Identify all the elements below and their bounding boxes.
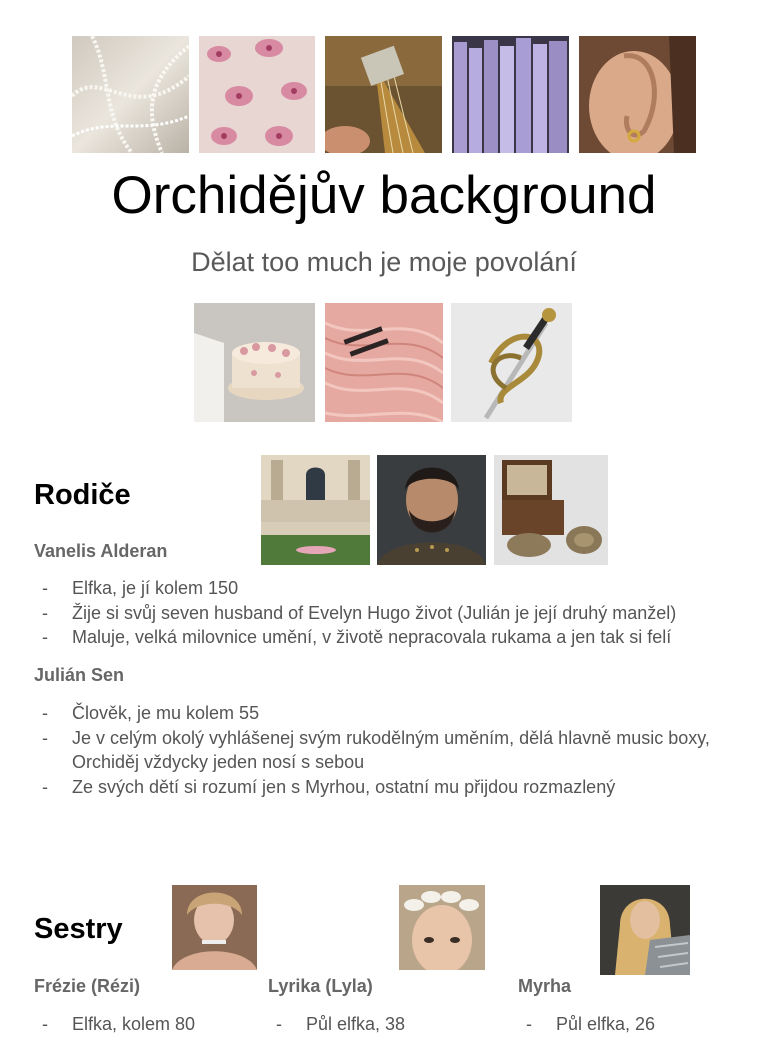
list-item: - Člověk, je mu kolem 55 [34,701,734,726]
sister-myrha-facts [518,1012,738,1037]
photo-bearded-man [377,455,486,565]
photo-sister-lyrika [399,885,485,970]
photo-pink-hair-clips [325,303,443,422]
photo-books [452,36,569,153]
father-name: Julián Sen [34,665,125,685]
photo-pearls [72,36,189,153]
list-item: - Půl elfka, 38 [268,1012,488,1037]
photo-lyre-painting [325,36,442,153]
mother-facts-list [34,576,734,650]
father-facts-list [34,701,734,799]
list-item: - Ze svých dětí si rozumí jen s Myrhou, ostatní mu přijdou rozmazlený [34,775,734,800]
list-item: - Žije si svůj seven husband of Evelyn Hugo život (Julián je její druhý manžel) [34,601,734,626]
list-item: - Maluje, velká milovnice umění, v životě nepracovala rukama a jen tak si felí [34,625,734,650]
list-item: - Je v celým okolý vyhlášenej svým rukodělným uměním, dělá hlavně music boxy, Orchiděj vždycky jeden nosí s sebou [34,726,734,775]
sister-lyrika-facts [268,1012,488,1037]
mother-name: Vanelis Alderan [34,541,168,561]
photo-mansion-lawn [261,455,370,565]
sister-frezie-name: Frézie (Rézi) [34,976,141,996]
photo-sister-frezie [172,885,257,970]
list-item: - Elfka, kolem 80 [34,1012,254,1037]
page-subtitle: Dělat too much je moje povolání [191,247,577,277]
photo-music-box [494,455,608,565]
sister-myrha-name: Myrha [518,976,572,996]
photo-cake [194,303,315,422]
page-title: Orchidějův background [111,166,657,225]
list-item: - Půl elfka, 26 [518,1012,738,1037]
sister-lyrika-name: Lyrika (Lyla) [268,976,373,996]
sisters-heading: Sestry [34,913,123,945]
photo-ear-earring [579,36,696,153]
photo-pink-orchids [199,36,315,153]
photo-rapier-hilt [451,303,572,422]
photo-sister-myrha [600,885,690,975]
list-item: - Elfka, je jí kolem 150 [34,576,734,601]
sister-frezie-facts [34,1012,254,1037]
parents-heading: Rodiče [34,479,131,511]
